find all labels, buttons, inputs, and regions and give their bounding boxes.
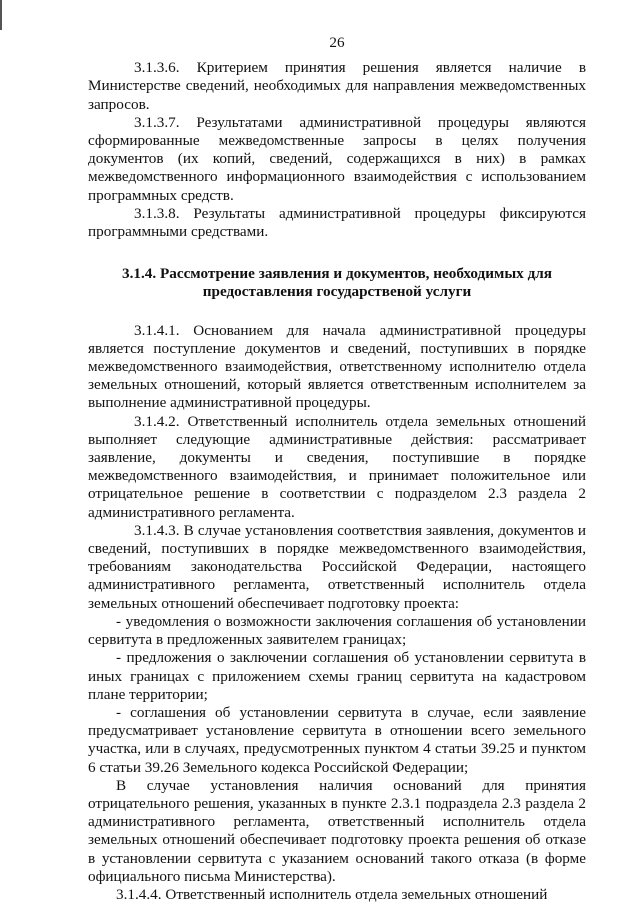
paragraph-3-1-4-1: 3.1.4.1. Основанием для начала административной процедуры является поступление документов и сведений, поступивших в порядке межведомственного взаимодействия, ответственному исполнителю отдела земельных отношений, который является ответственным исполнителем за выполнение административной процедуры. (88, 321, 586, 412)
paragraph-3-1-4-3: 3.1.4.3. В случае установления соответствия заявления, документов и сведений, поступивших в порядке межведомственного взаимодействия, требованиям законодательства Российской Федерации, настоящего административного регламента, ответственный исполнитель отдела земельных отношений обеспечивает подготовку проекта: (88, 521, 586, 612)
paragraph-3-1-3-7: 3.1.3.7. Результатами административной процедуры являются сформированные межведомственные запросы в целях получения документов (их копий, сведений, содержащихся в них) в рамках межведомственного информационного взаимодействия с использованием программных средств. (88, 113, 586, 204)
paragraph-3-1-4-2: 3.1.4.2. Ответственный исполнитель отдела земельных отношений выполняет следующие административные действия: рассматривает заявление, документы и сведения, поступившие в порядке межведомственного взаимодействия, и принимает положительное или отрицательное решение в соответствии с подразделом 2.3 раздела 2 административного регламента. (88, 412, 586, 521)
paragraph-negative-decision: В случае установления наличия оснований для принятия отрицательного решения, указанных в пункте 2.3.1 подраздела 2.3 раздела 2 административного регламента, ответственный исполнитель отдела земельных отношений обеспечивает подготовку проекта решения об отказе в установлении сервитута с указанием оснований такого отказа (в форме официального письма Министерства). (88, 776, 586, 885)
paragraph-3-1-4-4: 3.1.4.4. Ответственный исполнитель отдела земельных отношений (116, 885, 548, 903)
paragraph-3-1-3-6: 3.1.3.6. Критерием принятия решения является наличие в Министерстве сведений, необходимых для направления межведомственных запросов. (88, 59, 586, 113)
section-heading-3-1-4: 3.1.4. Рассмотрение заявления и документов, необходимых для предоставления государственой услуги (121, 265, 552, 301)
list-item-agreement: - соглашения об установлении сервитута в случае, если заявление предусматривает установление сервитута в отношении всего земельного участка, или в случаях, предусмотренных пунктом 4 статьи 39.25 и пунктом 6 статьи 39.26 Земельного кодекса Российской Федерации; (88, 703, 586, 776)
list-item-proposal: - предложения о заключении соглашения об установлении сервитута в иных границах с приложением схемы границ сервитута на кадастровом плане территории; (88, 649, 586, 703)
document-page (88, 34, 586, 904)
scan-margin-line (0, 0, 2, 30)
paragraph-3-1-3-8: 3.1.3.8. Результаты административной процедуры фиксируются программными средствами. (88, 204, 586, 241)
list-item-notice: - уведомления о возможности заключения соглашения об установлении сервитута в предложенных заявителем границах; (88, 612, 586, 649)
page-number: 26 (329, 34, 345, 51)
